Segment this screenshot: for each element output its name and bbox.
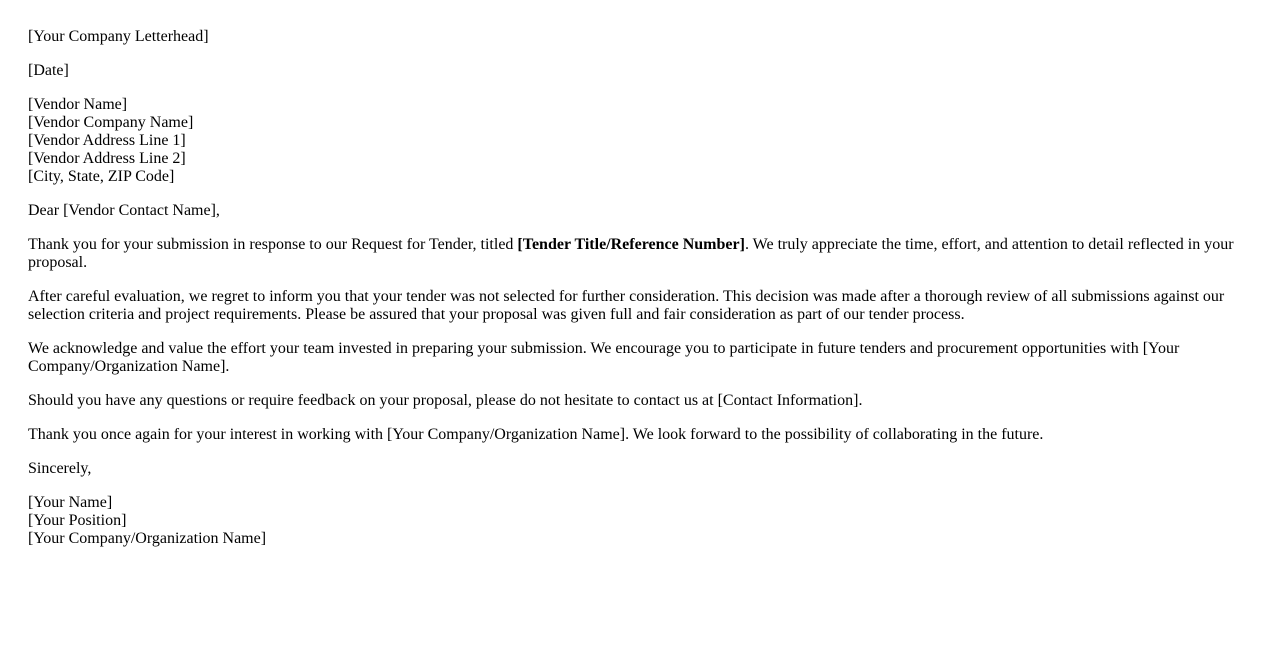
recipient-address-line-2: [Vendor Address Line 2]: [28, 150, 186, 167]
signature-name: [Your Name]: [28, 494, 113, 511]
salutation: Dear [Vendor Contact Name],: [28, 202, 220, 219]
tender-title-reference: [Tender Title/Reference Number]: [517, 236, 745, 253]
body-paragraph-1: [28, 236, 1250, 272]
closing: Sincerely,: [28, 460, 92, 477]
body-paragraph-1-rest: . We truly appreciate the time, effort, and attention to detail reflected in your proposal.: [28, 236, 1234, 271]
recipient-address-line-1: [Vendor Address Line 1]: [28, 132, 186, 149]
body-paragraph-4: Should you have any questions or require feedback on your proposal, please do not hesitate to contact us at [Contact Information].: [28, 392, 863, 409]
signature-position: [Your Position]: [28, 512, 127, 529]
body-paragraph-5: Thank you once again for your interest in working with [Your Company/Organization Name]. We look forward to the possibility of collaborating in the future.: [28, 426, 1044, 443]
recipient-company: [Vendor Company Name]: [28, 114, 194, 131]
body-paragraph-2: After careful evaluation, we regret to inform you that your tender was not selected for further consideration. This decision was made after a thorough review of all submissions against our selection criteria and project requirements. Please be assured that your proposal was given full and fair consideration as part of our tender process.: [28, 288, 1225, 323]
signature-block: [28, 494, 1250, 548]
letterhead: [Your Company Letterhead]: [28, 28, 209, 45]
recipient-city-state-zip: [City, State, ZIP Code]: [28, 168, 175, 185]
body-paragraph-1-intro: Thank you for your submission in response to our Request for Tender, titled: [28, 236, 518, 253]
recipient-name: [Vendor Name]: [28, 96, 128, 113]
signature-company: [Your Company/Organization Name]: [28, 530, 267, 547]
recipient-address-block: [28, 96, 1250, 186]
letter-date: [Date]: [28, 62, 69, 79]
body-paragraph-3: We acknowledge and value the effort your team invested in preparing your submission. We encourage you to participate in future tenders and procurement opportunities with [Your Company/Organization Name].: [28, 340, 1180, 375]
letter-document: [28, 28, 1250, 564]
